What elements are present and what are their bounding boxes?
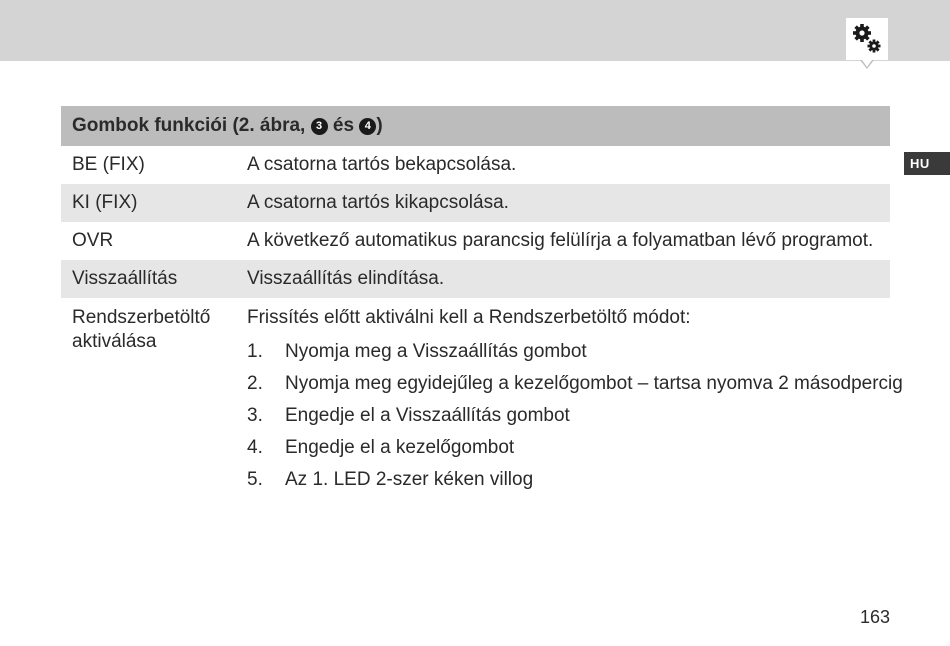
- table-row: [61, 260, 890, 298]
- row-name: OVR: [72, 230, 114, 251]
- table-row: [61, 222, 890, 260]
- row-name: BE (FIX): [72, 154, 145, 175]
- step-text: Nyomja meg a Visszaállítás gombot: [285, 341, 587, 362]
- header-band: [0, 0, 950, 61]
- row-name: Visszaállítás: [72, 268, 178, 289]
- page-number: 163: [859, 607, 890, 627]
- table-row-bootloader: [61, 298, 903, 498]
- table-row: [61, 146, 890, 184]
- settings-marker: [846, 18, 888, 60]
- bootloader-steps: [247, 336, 903, 496]
- step-number: 4.: [247, 437, 263, 458]
- step-text: Nyomja meg egyidejűleg a kezelőgombot – tartsa nyomva 2 másodpercig: [285, 373, 903, 394]
- table-title-middle: és: [327, 115, 360, 136]
- language-tab: HU: [904, 152, 950, 175]
- step-text: Engedje el a kezelőgombot: [285, 437, 515, 458]
- table-title: [61, 106, 890, 146]
- row-description: [247, 306, 903, 496]
- list-item: [247, 368, 903, 400]
- table-title-suffix: ): [376, 115, 383, 136]
- step-number: 2.: [247, 373, 263, 394]
- button-functions-table: [61, 106, 903, 498]
- row-description: A csatorna tartós bekapcsolása.: [247, 154, 517, 175]
- badge-3: 3: [311, 118, 328, 135]
- list-item: [247, 464, 887, 496]
- list-item: [247, 336, 887, 368]
- row-description: A következő automatikus parancsig felülírja a folyamatban lévő programot.: [247, 230, 874, 251]
- bootloader-intro: Frissítés előtt aktiválni kell a Rendszerbetöltő módot:: [247, 307, 691, 328]
- step-number: 3.: [247, 405, 263, 426]
- row-description: A csatorna tartós kikapcsolása.: [247, 192, 509, 213]
- list-item: [247, 432, 887, 464]
- list-item: [247, 400, 887, 432]
- table-row: [61, 184, 890, 222]
- row-name-line: aktiválása: [72, 331, 157, 352]
- step-text: Engedje el a Visszaállítás gombot: [285, 405, 570, 426]
- marker-pointer-fill: [862, 60, 872, 67]
- step-text: Az 1. LED 2-szer kéken villog: [285, 469, 534, 490]
- badge-4: 4: [359, 118, 376, 135]
- row-name: KI (FIX): [72, 192, 138, 213]
- step-number: 5.: [247, 469, 263, 490]
- step-number: 1.: [247, 341, 263, 362]
- table-title-prefix: Gombok funkciói (2. ábra,: [72, 115, 311, 136]
- row-description: Visszaállítás elindítása.: [247, 268, 445, 289]
- row-name-line: Rendszerbetöltő: [72, 307, 211, 328]
- row-name: [72, 306, 242, 354]
